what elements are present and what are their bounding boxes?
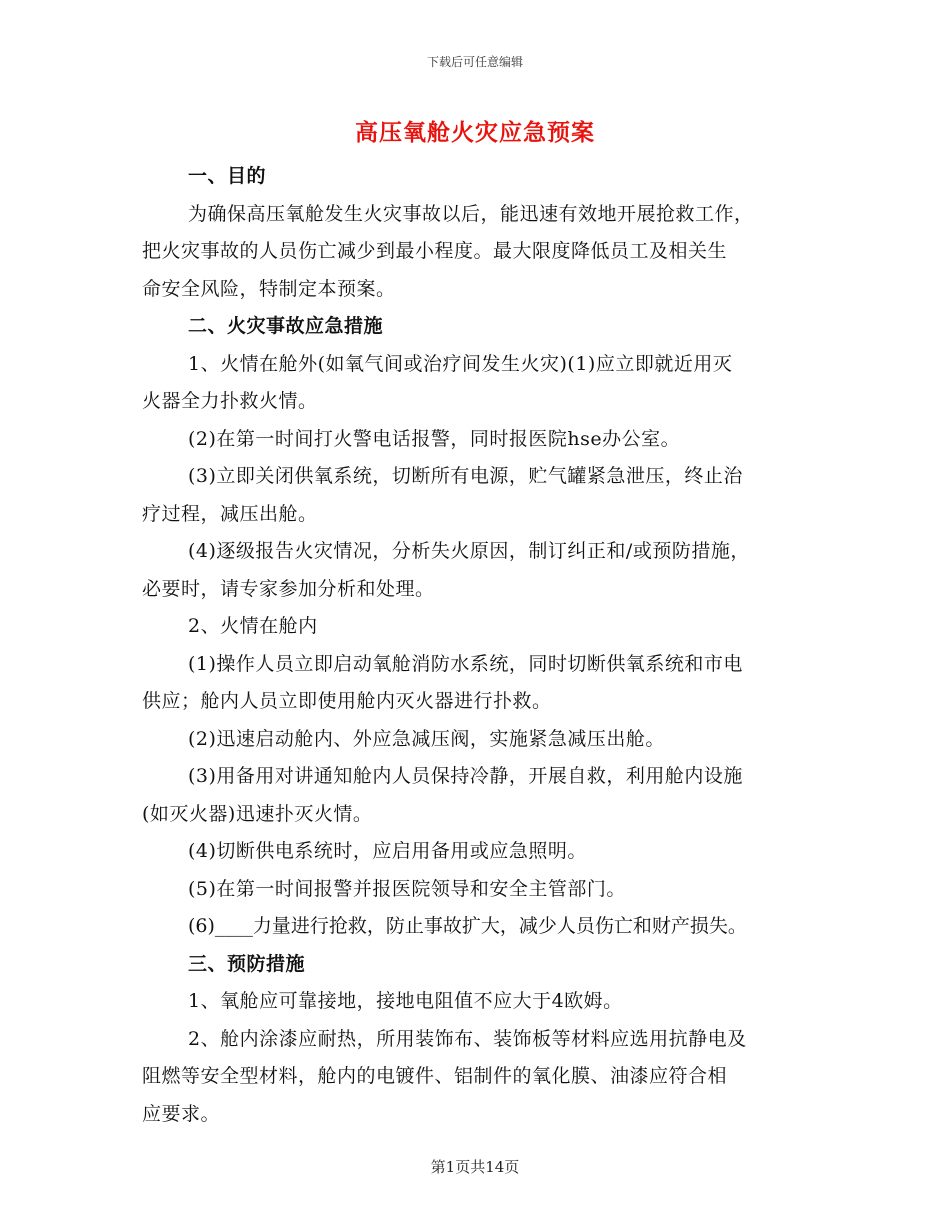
header-note: 下载后可任意编辑: [426, 55, 523, 69]
paragraph-line: 为确保高压氧舱发生火灾事故以后，能迅速有效地开展抢救工作，: [188, 202, 754, 225]
paragraph-line: 2、火情在舱内: [188, 615, 318, 637]
paragraph-line: (5)在第一时间报警并报医院领导和安全主管部门。: [188, 877, 626, 900]
paragraph-line: 阻燃等安全型材料，舱内的电镀件、铝制件的氧化膜、油漆应符合相: [142, 1065, 728, 1087]
paragraph-line: 必要时，请专家参加分析和处理。: [142, 577, 435, 600]
page-number: 第1页共14页: [430, 1158, 520, 1176]
section-heading: 二、火灾事故应急措施: [188, 315, 384, 337]
paragraph-line: (1)操作人员立即启动氧舱消防水系统，同时切断供氧系统和市电: [188, 652, 743, 675]
section-heading: 三、预防措施: [188, 952, 306, 975]
paragraph-line: 把火灾事故的人员伤亡减少到最小程度。最大限度降低员工及相关生: [142, 240, 728, 262]
paragraph-line: (2)迅速启动舱内、外应急减压阀，实施紧急减压出舱。: [188, 727, 665, 750]
paragraph-line: 疗过程，减压出舱。: [142, 502, 318, 525]
paragraph-line: 2、舱内涂漆应耐热，所用装饰布、装饰板等材料应选用抗静电及: [188, 1027, 747, 1050]
paragraph-line: (如灭火器)迅速扑灭火情。: [142, 802, 373, 825]
section-heading: 一、目的: [188, 165, 267, 187]
document-title: 高压氧舱火灾应急预案: [355, 119, 595, 146]
paragraph-line: (6)____力量进行抢救，防止事故扩大，减少人员伤亡和财产损失。: [188, 915, 747, 937]
paragraph-line: 1、火情在舱外(如氧气间或治疗间发生火灾)(1)应立即就近用灭: [188, 352, 733, 375]
paragraph-line: (4)逐级报告火灾情况，分析失火原因，制订纠正和/或预防措施，: [188, 540, 750, 562]
paragraph-line: 1、氧舱应可靠接地，接地电阻值不应大于4欧姆。: [188, 990, 623, 1012]
paragraph-line: 火器全力扑救火情。: [142, 390, 318, 412]
paragraph-line: (3)用备用对讲通知舱内人员保持冷静，开展自救，利用舱内设施: [188, 765, 743, 787]
paragraph-line: (3)立即关闭供氧系统，切断所有电源，贮气罐紧急泄压，终止治: [188, 465, 743, 487]
paragraph-line: 应要求。: [142, 1102, 221, 1125]
paragraph-line: (2)在第一时间打火警电话报警，同时报医院hse办公室。: [188, 427, 681, 450]
paragraph-line: (4)切断供电系统时，应启用备用或应急照明。: [188, 840, 587, 862]
document-body: [142, 158, 822, 1133]
paragraph-line: 供应；舱内人员立即使用舱内灭火器进行扑救。: [142, 690, 552, 712]
paragraph-line: 命安全风险，特制定本预案。: [142, 277, 396, 300]
